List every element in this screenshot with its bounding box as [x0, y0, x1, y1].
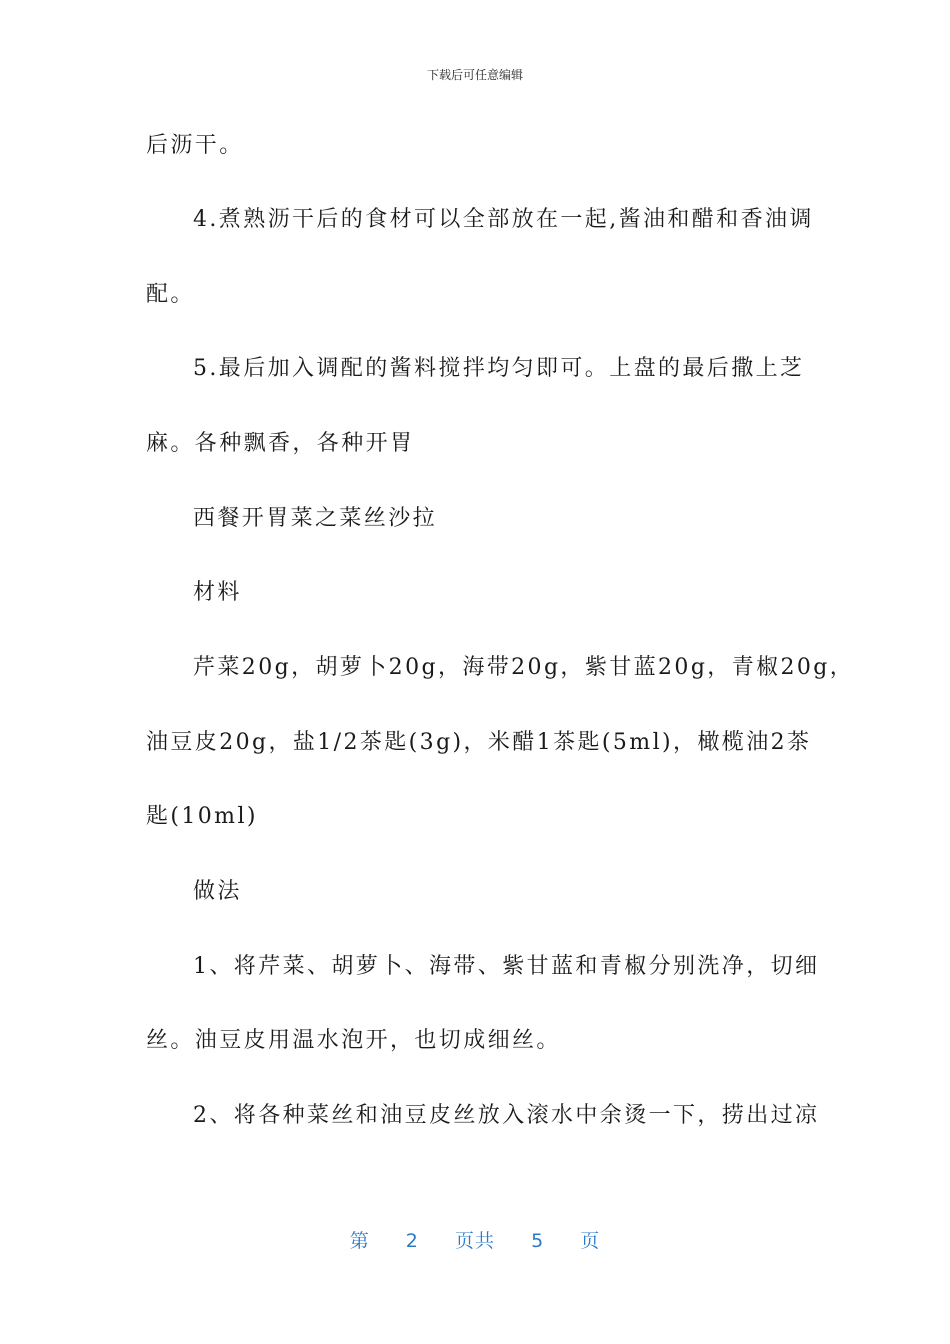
body-line: 5.最后加入调配的酱料搅拌均匀即可。上盘的最后撒上芝 [193, 356, 805, 381]
body-line: 丝。油豆皮用温水泡开，也切成细丝。 [146, 1028, 561, 1053]
body-line: 芹菜20g，胡萝卜20g，海带20g，紫甘蓝20g，青椒20g， [193, 655, 855, 680]
body-line: 4.煮熟沥干后的食材可以全部放在一起,酱油和醋和香油调 [193, 207, 814, 232]
body-line: 1、将芹菜、胡萝卜、海带、紫甘蓝和青椒分别洗净，切细 [193, 954, 820, 979]
section-title: 西餐开胃菜之菜丝沙拉 [193, 506, 438, 531]
footer-prefix: 第 [349, 1230, 370, 1252]
footer-total-pages: 5 [531, 1230, 545, 1252]
body-line: 油豆皮20g，盐1/2茶匙(3g)，米醋1茶匙(5ml)，橄榄油2茶 [146, 730, 812, 755]
body-line: 2、将各种菜丝和油豆皮丝放入滚水中余烫一下，捞出过凉 [193, 1103, 820, 1128]
page-footer [0, 1226, 950, 1253]
subheading-materials: 材料 [193, 580, 242, 605]
footer-page-number: 2 [405, 1230, 419, 1252]
body-line: 麻。各种飘香，各种开胃 [146, 431, 415, 456]
footer-suffix: 页 [580, 1230, 601, 1252]
body-line: 后沥干。 [146, 133, 244, 158]
body-line: 匙(10ml) [146, 804, 258, 829]
subheading-method: 做法 [193, 879, 242, 904]
page-header: 下载后可任意编辑 [426, 68, 523, 82]
footer-middle: 页共 [454, 1230, 495, 1252]
body-line: 配。 [146, 282, 195, 307]
